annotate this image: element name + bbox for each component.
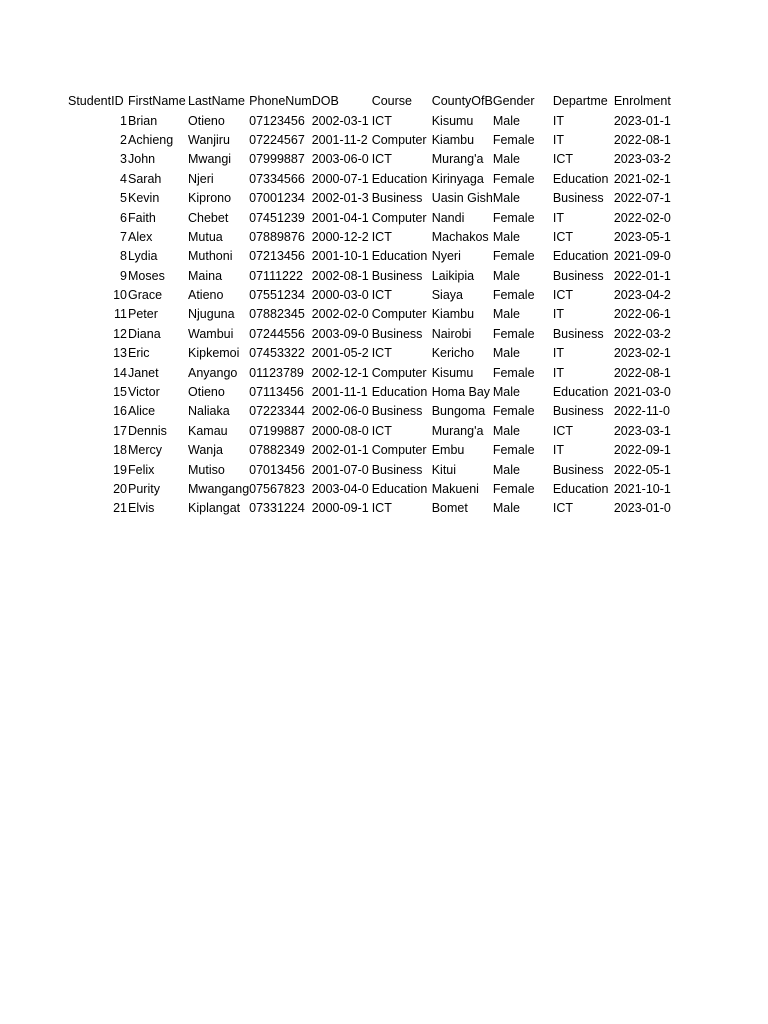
cell-gender: Male bbox=[492, 501, 520, 516]
table-row bbox=[68, 344, 674, 363]
table-row bbox=[68, 325, 674, 344]
cell-enrolment: 2023-01-0 bbox=[613, 501, 671, 516]
cell-gender: Female bbox=[492, 171, 535, 186]
cell-course: Computer bbox=[371, 307, 427, 322]
cell-course: ICT bbox=[371, 152, 392, 167]
cell-dob: 2002-08-1 bbox=[311, 268, 369, 283]
cell-enrolment: 2022-03-2 bbox=[613, 326, 671, 341]
table-row bbox=[68, 383, 674, 402]
cell-first-name: Alice bbox=[128, 404, 156, 419]
cell-gender: Female bbox=[492, 404, 535, 419]
cell-student-id: 9 bbox=[120, 268, 127, 283]
cell-enrolment: 2023-05-1 bbox=[613, 229, 671, 244]
cell-gender: Female bbox=[492, 365, 535, 380]
cell-course: ICT bbox=[371, 288, 392, 303]
cell-course: Computer bbox=[371, 365, 427, 380]
cell-department: ICT bbox=[552, 152, 573, 167]
header-gender: Gender bbox=[492, 94, 535, 109]
cell-county-of-birth: Kisumu bbox=[431, 113, 474, 128]
cell-enrolment: 2021-03-0 bbox=[613, 385, 671, 400]
cell-first-name: Peter bbox=[128, 307, 158, 322]
header-phone-num: PhoneNum bbox=[249, 94, 312, 109]
cell-phone-num: 07453322 bbox=[249, 346, 305, 361]
cell-enrolment: 2021-09-0 bbox=[613, 249, 671, 264]
cell-enrolment: 2022-09-1 bbox=[613, 443, 671, 458]
cell-last-name: Muthoni bbox=[188, 249, 233, 264]
cell-gender: Female bbox=[492, 288, 535, 303]
cell-first-name: Sarah bbox=[128, 171, 162, 186]
cell-dob: 2000-07-1 bbox=[311, 171, 369, 186]
cell-phone-num: 07213456 bbox=[249, 249, 305, 264]
cell-gender: Male bbox=[492, 385, 520, 400]
cell-last-name: Njeri bbox=[188, 171, 214, 186]
cell-department: IT bbox=[552, 210, 564, 225]
cell-department: IT bbox=[552, 443, 564, 458]
cell-gender: Male bbox=[492, 268, 520, 283]
cell-department: IT bbox=[552, 307, 564, 322]
cell-department: IT bbox=[552, 365, 564, 380]
cell-gender: Female bbox=[492, 482, 535, 496]
cell-dob: 2002-01-1 bbox=[311, 443, 369, 458]
cell-enrolment: 2023-01-1 bbox=[613, 113, 671, 128]
cell-phone-num: 07331224 bbox=[249, 501, 305, 516]
cell-student-id: 1 bbox=[120, 113, 127, 128]
cell-student-id: 18 bbox=[113, 443, 127, 458]
cell-last-name: Wambui bbox=[188, 326, 234, 341]
table-row bbox=[68, 363, 674, 382]
cell-county-of-birth: Nandi bbox=[431, 210, 465, 225]
cell-phone-num: 07001234 bbox=[249, 191, 305, 206]
cell-department: ICT bbox=[552, 423, 573, 438]
cell-enrolment: 2021-02-1 bbox=[613, 171, 671, 186]
cell-student-id: 12 bbox=[113, 326, 127, 341]
cell-enrolment: 2023-02-1 bbox=[613, 346, 671, 361]
cell-department: IT bbox=[552, 113, 564, 128]
cell-county-of-birth: Kericho bbox=[431, 346, 475, 361]
cell-dob: 2001-07-0 bbox=[311, 462, 369, 477]
cell-last-name: Njuguna bbox=[188, 307, 235, 322]
table-row bbox=[68, 111, 674, 130]
table-row bbox=[68, 131, 674, 150]
cell-last-name: Kamau bbox=[188, 423, 228, 438]
cell-department: IT bbox=[552, 132, 564, 147]
cell-department: Business bbox=[552, 326, 604, 341]
cell-phone-num: 07451239 bbox=[249, 210, 305, 225]
cell-enrolment: 2023-04-2 bbox=[613, 288, 671, 303]
cell-student-id: 5 bbox=[120, 191, 127, 206]
cell-dob: 2003-06-0 bbox=[311, 152, 369, 167]
cell-gender: Male bbox=[492, 307, 520, 322]
cell-department: Education bbox=[552, 249, 609, 264]
cell-last-name: Kiprono bbox=[188, 191, 232, 206]
cell-last-name: Wanjiru bbox=[188, 132, 230, 147]
cell-department: Education bbox=[552, 482, 609, 496]
cell-county-of-birth: Bungoma bbox=[431, 404, 486, 419]
cell-phone-num: 01123789 bbox=[249, 365, 304, 380]
cell-student-id: 3 bbox=[120, 152, 127, 167]
cell-county-of-birth: Siaya bbox=[431, 288, 463, 303]
cell-dob: 2003-09-0 bbox=[311, 326, 369, 341]
cell-phone-num: 07123456 bbox=[249, 113, 305, 128]
cell-first-name: Alex bbox=[128, 229, 153, 244]
cell-first-name: Kevin bbox=[128, 191, 160, 206]
cell-department: Education bbox=[552, 385, 609, 400]
table-row bbox=[68, 441, 674, 460]
cell-last-name: Mutiso bbox=[188, 462, 225, 477]
cell-phone-num: 07889876 bbox=[249, 229, 305, 244]
cell-last-name: Kipkemoi bbox=[188, 346, 240, 361]
header-first-name: FirstName bbox=[128, 94, 186, 109]
cell-first-name: Mercy bbox=[128, 443, 163, 458]
cell-phone-num: 07199887 bbox=[249, 423, 305, 438]
cell-phone-num: 07111222 bbox=[249, 268, 303, 283]
cell-gender: Female bbox=[492, 132, 535, 147]
table-body bbox=[68, 111, 674, 518]
table-row bbox=[68, 267, 674, 286]
cell-department: Business bbox=[552, 268, 604, 283]
cell-county-of-birth: Kiambu bbox=[431, 307, 475, 322]
cell-dob: 2003-04-0 bbox=[311, 482, 369, 496]
cell-department: ICT bbox=[552, 288, 573, 303]
cell-dob: 2000-12-2 bbox=[311, 229, 369, 244]
cell-last-name: Otieno bbox=[188, 385, 225, 400]
cell-county-of-birth: Makueni bbox=[431, 482, 479, 496]
cell-county-of-birth: Kiambu bbox=[431, 132, 475, 147]
table-row bbox=[68, 286, 674, 305]
cell-dob: 2000-03-0 bbox=[311, 288, 369, 303]
cell-county-of-birth: Kirinyaga bbox=[431, 171, 484, 186]
cell-first-name: Dennis bbox=[128, 423, 167, 438]
cell-enrolment: 2022-08-1 bbox=[613, 132, 671, 147]
cell-student-id: 20 bbox=[113, 482, 127, 496]
cell-county-of-birth: Machakos bbox=[431, 229, 489, 244]
cell-phone-num: 07882349 bbox=[249, 443, 305, 458]
cell-county-of-birth: Kitui bbox=[431, 462, 457, 477]
cell-course: ICT bbox=[371, 423, 392, 438]
cell-course: ICT bbox=[371, 113, 392, 128]
table-row bbox=[68, 247, 674, 266]
cell-last-name: Maina bbox=[188, 268, 223, 283]
cell-last-name: Otieno bbox=[188, 113, 225, 128]
cell-last-name: Mwangang bbox=[188, 482, 250, 496]
cell-first-name: Diana bbox=[128, 326, 161, 341]
cell-dob: 2002-06-0 bbox=[311, 404, 369, 419]
cell-county-of-birth: Kisumu bbox=[431, 365, 474, 380]
cell-student-id: 6 bbox=[120, 210, 127, 225]
cell-dob: 2000-08-0 bbox=[311, 423, 369, 438]
cell-last-name: Chebet bbox=[188, 210, 229, 225]
cell-county-of-birth: Laikipia bbox=[431, 268, 475, 283]
cell-course: ICT bbox=[371, 229, 392, 244]
cell-first-name: Brian bbox=[128, 113, 158, 128]
header-student-id: StudentID bbox=[68, 94, 124, 109]
cell-course: Business bbox=[371, 326, 423, 341]
cell-student-id: 16 bbox=[113, 404, 127, 419]
cell-student-id: 13 bbox=[113, 346, 127, 361]
table-row bbox=[68, 150, 674, 169]
cell-last-name: Mutua bbox=[188, 229, 223, 244]
cell-gender: Female bbox=[492, 210, 535, 225]
cell-county-of-birth: Homa Bay bbox=[431, 385, 491, 400]
cell-dob: 2002-02-0 bbox=[311, 307, 369, 322]
cell-department: ICT bbox=[552, 501, 573, 516]
cell-course: Education bbox=[371, 249, 428, 264]
cell-course: Business bbox=[371, 404, 423, 419]
cell-county-of-birth: Nyeri bbox=[431, 249, 461, 264]
cell-course: Computer bbox=[371, 132, 427, 147]
cell-dob: 2001-05-2 bbox=[311, 346, 369, 361]
cell-first-name: Achieng bbox=[128, 132, 174, 147]
cell-first-name: Lydia bbox=[128, 249, 158, 264]
cell-phone-num: 07224567 bbox=[249, 132, 305, 147]
cell-phone-num: 07013456 bbox=[249, 462, 305, 477]
cell-county-of-birth: Murang'a bbox=[431, 152, 484, 167]
cell-dob: 2002-01-3 bbox=[311, 191, 369, 206]
cell-department: Business bbox=[552, 191, 604, 206]
cell-department: Education bbox=[552, 171, 609, 186]
cell-county-of-birth: Bomet bbox=[431, 501, 468, 516]
cell-department: ICT bbox=[552, 229, 573, 244]
cell-first-name: Purity bbox=[128, 482, 160, 496]
cell-phone-num: 07223344 bbox=[249, 404, 305, 419]
table-row bbox=[68, 499, 674, 518]
cell-last-name: Mwangi bbox=[188, 152, 232, 167]
header-dob: DOB bbox=[311, 94, 339, 109]
cell-enrolment: 2022-11-0 bbox=[613, 404, 670, 419]
cell-phone-num: 07999887 bbox=[249, 152, 305, 167]
cell-course: Education bbox=[371, 171, 428, 186]
cell-gender: Male bbox=[492, 462, 520, 477]
cell-enrolment: 2022-08-1 bbox=[613, 365, 671, 380]
header-enrolment: Enrolment bbox=[613, 94, 671, 109]
table-row bbox=[68, 480, 674, 499]
cell-gender: Male bbox=[492, 346, 520, 361]
cell-course: ICT bbox=[371, 346, 392, 361]
cell-last-name: Naliaka bbox=[188, 404, 230, 419]
cell-enrolment: 2023-03-2 bbox=[613, 152, 671, 167]
cell-dob: 2002-03-1 bbox=[311, 113, 369, 128]
cell-county-of-birth: Nairobi bbox=[431, 326, 472, 341]
cell-dob: 2001-04-1 bbox=[311, 210, 369, 225]
table-row bbox=[68, 460, 674, 479]
cell-course: Education bbox=[371, 482, 428, 496]
table-row bbox=[68, 228, 674, 247]
cell-gender: Male bbox=[492, 152, 520, 167]
cell-dob: 2002-12-1 bbox=[311, 365, 369, 380]
cell-first-name: Moses bbox=[128, 268, 165, 283]
cell-enrolment: 2021-10-1 bbox=[613, 482, 671, 496]
cell-county-of-birth: Uasin Gish bbox=[431, 191, 493, 206]
table-row bbox=[68, 189, 674, 208]
student-table bbox=[68, 92, 674, 519]
cell-course: Business bbox=[371, 268, 423, 283]
cell-enrolment: 2023-03-1 bbox=[613, 423, 671, 438]
cell-enrolment: 2022-01-1 bbox=[613, 268, 671, 283]
header-row bbox=[68, 92, 674, 111]
cell-first-name: Victor bbox=[128, 385, 160, 400]
cell-phone-num: 07244556 bbox=[249, 326, 305, 341]
cell-student-id: 2 bbox=[120, 132, 127, 147]
cell-dob: 2000-09-1 bbox=[311, 501, 369, 516]
cell-student-id: 19 bbox=[113, 462, 127, 477]
cell-student-id: 14 bbox=[113, 365, 127, 380]
cell-gender: Male bbox=[492, 423, 520, 438]
table-row bbox=[68, 170, 674, 189]
header-county-of-birth: CountyOfB bbox=[431, 94, 493, 109]
cell-gender: Male bbox=[492, 113, 520, 128]
cell-student-id: 21 bbox=[113, 501, 127, 516]
cell-gender: Male bbox=[492, 191, 520, 206]
cell-student-id: 7 bbox=[120, 229, 127, 244]
cell-phone-num: 07551234 bbox=[249, 288, 305, 303]
header-course: Course bbox=[371, 94, 412, 109]
cell-department: IT bbox=[552, 346, 564, 361]
cell-last-name: Anyango bbox=[188, 365, 238, 380]
cell-dob: 2001-11-2 bbox=[311, 132, 368, 147]
cell-dob: 2001-11-1 bbox=[311, 385, 368, 400]
cell-course: ICT bbox=[371, 501, 392, 516]
cell-student-id: 8 bbox=[120, 249, 127, 264]
cell-student-id: 17 bbox=[113, 423, 127, 438]
cell-student-id: 10 bbox=[113, 288, 127, 303]
cell-course: Business bbox=[371, 462, 423, 477]
cell-department: Business bbox=[552, 462, 604, 477]
cell-first-name: Eric bbox=[128, 346, 150, 361]
cell-course: Computer bbox=[371, 443, 427, 458]
cell-first-name: John bbox=[128, 152, 156, 167]
cell-course: Education bbox=[371, 385, 428, 400]
cell-student-id: 4 bbox=[120, 171, 127, 186]
cell-last-name: Atieno bbox=[188, 288, 224, 303]
cell-dob: 2001-10-1 bbox=[311, 249, 369, 264]
cell-first-name: Grace bbox=[128, 288, 163, 303]
cell-gender: Female bbox=[492, 443, 535, 458]
cell-county-of-birth: Murang'a bbox=[431, 423, 484, 438]
cell-gender: Female bbox=[492, 249, 535, 264]
cell-student-id: 15 bbox=[113, 385, 127, 400]
table-row bbox=[68, 208, 674, 227]
cell-phone-num: 07113456 bbox=[249, 385, 304, 400]
cell-last-name: Wanja bbox=[188, 443, 223, 458]
cell-enrolment: 2022-02-0 bbox=[613, 210, 671, 225]
cell-enrolment: 2022-07-1 bbox=[613, 191, 671, 206]
cell-enrolment: 2022-05-1 bbox=[613, 462, 671, 477]
cell-first-name: Faith bbox=[128, 210, 156, 225]
cell-first-name: Elvis bbox=[128, 501, 155, 516]
cell-department: Business bbox=[552, 404, 604, 419]
header-department: Departme bbox=[552, 94, 608, 109]
table-row bbox=[68, 305, 674, 324]
cell-first-name: Felix bbox=[128, 462, 155, 477]
cell-phone-num: 07334566 bbox=[249, 171, 305, 186]
table-row bbox=[68, 422, 674, 441]
cell-gender: Female bbox=[492, 326, 535, 341]
cell-gender: Male bbox=[492, 229, 520, 244]
cell-last-name: Kiplangat bbox=[188, 501, 241, 516]
cell-phone-num: 07882345 bbox=[249, 307, 305, 322]
cell-enrolment: 2022-06-1 bbox=[613, 307, 671, 322]
cell-course: Business bbox=[371, 191, 423, 206]
cell-course: Computer bbox=[371, 210, 427, 225]
table-row bbox=[68, 402, 674, 421]
header-last-name: LastName bbox=[188, 94, 245, 109]
cell-first-name: Janet bbox=[128, 365, 159, 380]
cell-student-id: 11 bbox=[114, 307, 127, 322]
cell-county-of-birth: Embu bbox=[431, 443, 465, 458]
cell-phone-num: 07567823 bbox=[249, 482, 305, 496]
